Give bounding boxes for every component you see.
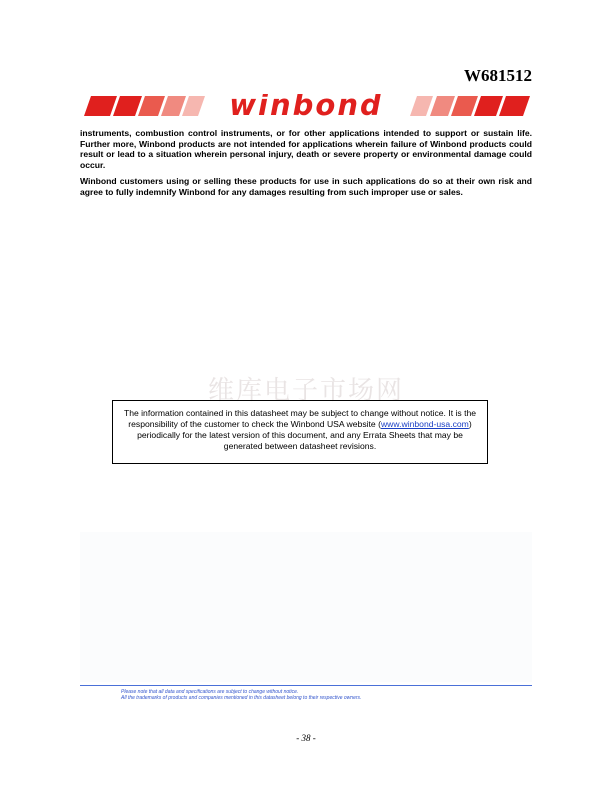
footer-note-1: Please note that all data and specifications are subject to change without notice. — [121, 689, 299, 695]
page-number: - 38 - — [296, 733, 316, 743]
winbond-website-link[interactable]: www.winbond-usa.com — [380, 419, 469, 429]
notice-text-end: ) periodically for the latest version of this document, and any Errata Sheets that may be generated between datasheet revisions. — [137, 419, 472, 451]
body-text — [80, 128, 532, 204]
notice-text-start: The information contained in this datasheet may be subject to change without notice. It is the responsibility of the customer to check the Winbond USA website ( — [123, 408, 477, 429]
footer-note-2: All the trademarks of products and companies mentioned in this datasheet belong to their respective owners. — [121, 695, 362, 702]
winbond-logo-text: winbond — [229, 94, 383, 118]
paragraph-1: instruments, combustion control instruments, or for other applications intended to support or sustain life. Further more, Winbond products are not intended for applications wherein failure of Winbond products could result or lead to a situation wherein personal injury, death or severe property or environmental damage could occur. — [80, 128, 532, 170]
part-number: W681512 — [464, 66, 532, 85]
blank-area — [80, 532, 532, 682]
footer-notes — [121, 689, 361, 702]
winbond-logo-bar — [80, 94, 532, 118]
paragraph-2: Winbond customers using or selling these products for use in such applications do so at their own risk and agree to fully indemnify Winbond for any damages resulting from such improper use or sales. — [80, 176, 532, 197]
footer-divider — [80, 685, 532, 686]
notice-box — [112, 400, 488, 464]
watermark: 维库电子市场网 — [207, 376, 404, 406]
